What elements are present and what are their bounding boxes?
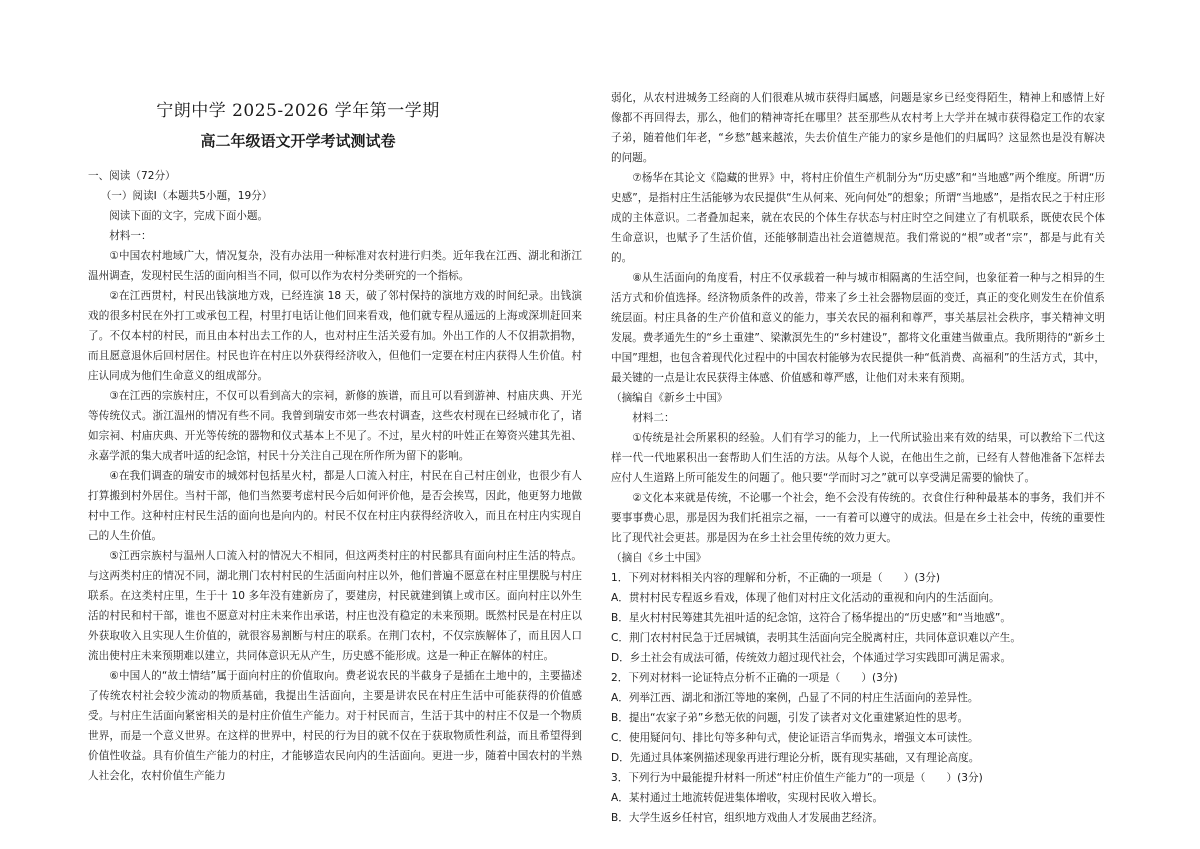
paragraph: ④在我们调查的瑞安市的城郊村包括星火村，都是人口流入村庄，村民在自己村庄创业，也很少有人打算搬到村外居住。当村干部，他们当然要考虑村民今后如何评价他，是否会挨骂，因此，他更努力地做村中工作。这种村庄村民生活的面向也是向内的。村民不仅在村庄内获得经济收入，而且在村庄内实现自己的人生价值。 [88,470,582,542]
paragraph: ⑤江西宗族村与温州人口流入村的情况大不相同，但这两类村庄的村民都具有面向村庄生活的特点。与这两类村庄的情况不同，湖北荆门农村村民的生活面向村庄以外，他们普遍不愿意在村庄里摆脱与村庄联系。在这类村庄里，生于十 10 多年没有建新房了，要建房，村民就建到镇上或市区。面向村庄以外生活的村民和村干部，谁也不愿意对村庄未来作出承诺，村庄也没有稳定的未来预期。既然村民是在村庄以外获取收入且实现人生价值的，就很容易割断与村庄的联系。在荆门农村，不仅宗族解体了，而且因人口流出使村庄未来预期难以建立，共同体意识无从产生，历史感不能形成。这是一种正在解体的村庄。 [88,550,582,662]
instruction: 阅读下面的文字，完成下面小题。 [109,210,269,222]
question-stem: 3．下列行为中最能提升材料一所述“村庄价值生产能力”的一项是（ ）(3分) [611,772,983,784]
material1-label: 材料一： [109,230,152,242]
paragraph: ②在江西贯村，村民出钱演地方戏，已经连演 18 天，破了邻村保持的演地方戏的时间纪录。出钱演戏的很多村民在外打工或承包工程，村里打电话让他们回来看戏，他们就专程从遥远的上海或深圳赶回来了。不仅本村的村民，而且由本村出去工作的人，也对村庄生活关爱有加。外出工作的人不仅捐款捐物，而且愿意退休后回村居住。村民也许在村庄以外获得经济收入，但他们一定要在村庄内获得人生价值。村庄认同成为他们生命意义的组成部分。 [88,290,582,382]
right-column [611,88,1105,828]
exam-title: 高二年级语文开学考试测试卷 [200,132,396,150]
material2-label: 材料二： [632,412,675,424]
question-option: B．大学生返乡任村官，组织地方戏曲人才发展曲艺经济。 [611,812,884,824]
school-title: 宁朗中学 2025-2026 学年第一学期 [156,101,440,121]
section-heading: 一、阅读（72分） [88,170,176,182]
question-option: C．使用疑问句、排比句等多种句式，使论证语言华而隽永，增强文本可读性。 [611,732,979,744]
question-option: D．先通过具体案例描述现象再进行理论分析，既有现实基础，又有理论高度。 [611,752,980,764]
paragraph: ③在江西的宗族村庄，不仅可以看到高大的宗祠，新修的族谱，而且可以看到游神、村庙庆典、开光等传统仪式。浙江温州的情况有些不同。我曾到瑞安市郊一些农村调查，这些农村现在已经城市化了，诸如宗祠、村庙庆典、开光等传统的器物和仪式基本上不见了。不过，星火村的叶姓正在筹资兴建其先祖、永嘉学派的集大成者叶适的纪念馆，村民十分关注自己现在所作所为留下的影响。 [88,390,582,462]
question-option: A．贯村村民专程返乡看戏，体现了他们对村庄文化活动的重视和向内的生活面向。 [611,592,1000,604]
paragraph: ⑥中国人的“故土情结”属于面向村庄的价值取向。费老说农民的半截身子是插在土地中的，主要描述了传统农村社会较少流动的物质基础，我提出生活面向，主要是讲农民在村庄生活中可能获得的价值感受。与村庄生活面向紧密相关的是村庄价值生产能力。对于村民而言，生活于其中的村庄不仅是一个物质世界，而是一个意义世界。在这样的世界中，村民的行为目的就不仅在于获取物质性利益，而且希望得到价值性收益。具有价值生产能力的村庄，才能够造农民向内的生活面向。更进一步，随着中国农村的半熟人社会化，农村价值生产能力 [88,670,582,782]
question-option: D．乡土社会有成法可循，传统效力超过现代社会，个体通过学习实践即可满足需求。 [611,652,1012,664]
source-citation: （摘编自《新乡土中国》 [611,392,728,404]
paragraph: ⑧从生活面向的角度看，村庄不仅承载着一种与城市相隔离的生活空间，也象征着一种与之相异的生活方式和价值选择。经济物质条件的改善，带来了乡土社会器物层面的变迁，真正的变化则发生在价值系统层面。村庄具备的生产价值和意义的能力，事关农民的福利和尊严，事关基层社会秩序，事关精神文明发展。费孝通先生的“乡土重建”、梁漱溟先生的“乡村建设”，都将文化重建当做重点。我所期待的“新乡土中国”理想，也包含着现代化过程中的中国农村能够为农民提供一种“低消费、高福利”的生活方式，其中，最关键的一点是让农民获得主体感、价值感和尊严感，让他们对未来有预期。 [611,272,1105,384]
paragraph: ②文化本来就是传统，不论哪一个社会，绝不会没有传统的。衣食住行种种最基本的事务，我们并不要事事费心思，那是因为我们托祖宗之福，一一有着可以遵守的成法。但是在乡土社会中，传统的重要性比了现代社会更甚。那是因为在乡土社会里传统的效力更大。 [611,492,1105,544]
paragraph: ①传统是社会所累积的经验。人们有学习的能力，上一代所试验出来有效的结果，可以教给下二代这样一代一代地累积出一套帮助人们生活的方法。从每个人说，在他出生之前，已经有人替他准备下怎样去应付人生道路上所可能发生的问题了。他只要“学而时习之”就可以享受满足需要的愉快了。 [611,432,1105,484]
source-citation: （摘自《乡土中国》 [611,552,707,564]
paragraph: 弱化，从农村进城务工经商的人们很难从城市获得归属感，问题是家乡已经变得陌生，精神上和感情上好像都不再回得去，那么，他们的精神寄托在哪里？甚至那些从农村考上大学并在城市获得稳定工作的农家子弟，随着他们年老，“乡愁”越来越浓，失去价值生产能力的家乡是他们的归属吗？这显然也是没有解决的问题。 [611,92,1105,164]
question-option: C．荆门农村村民急于迁居城镇，表明其生活面向完全脱离村庄，共同体意识难以产生。 [611,632,1021,644]
question-option: A．列举江西、湖北和浙江等地的案例，凸显了不同的村庄生活面向的差异性。 [611,692,979,704]
paragraph: ①中国农村地域广大，情况复杂，没有办法用一种标准对农村进行归类。近年我在江西、湖北和浙江温州调查，发现村民生活的面向相当不同，似可以作为农村分类研究的一个指标。 [88,250,582,282]
question-option: B．提出“农家子弟”乡愁无依的问题，引发了读者对文化重建紧迫性的思考。 [611,712,969,724]
question-option: A．某村通过土地流转促进集体增收，实现村民收入增长。 [611,792,884,804]
question-stem: 1．下列对材料相关内容的理解和分析，不正确的一项是（ ）(3分) [611,572,940,584]
left-column [88,166,582,786]
paragraph: ⑦杨华在其论文《隐藏的世界》中，将村庄价值生产机制分为“历史感”和“当地感”两个维度。所谓“历史感”，是指村庄生活能够为农民提供“生从何来、死向何处”的想象；所谓“当地感”，是指农民之于村庄形成的主体意识。二者叠加起来，就在农民的个体生存状态与村庄时空之间建立了有机联系，既使农民个体生命意识，也赋予了生活价值，还能够制造出社会道德规范。我们常说的“根”或者“宗”，都是与此有关的。 [611,172,1105,264]
question-option: B．星火村村民筹建其先祖叶适的纪念馆，这符合了杨华提出的“历史感”和“当地感”。 [611,612,1011,624]
question-stem: 2．下列对材料一论证特点分析不正确的一项是（ ）(3分) [611,672,898,684]
section-subheading: （一）阅读Ⅰ（本题共5小题，19分） [100,190,273,202]
